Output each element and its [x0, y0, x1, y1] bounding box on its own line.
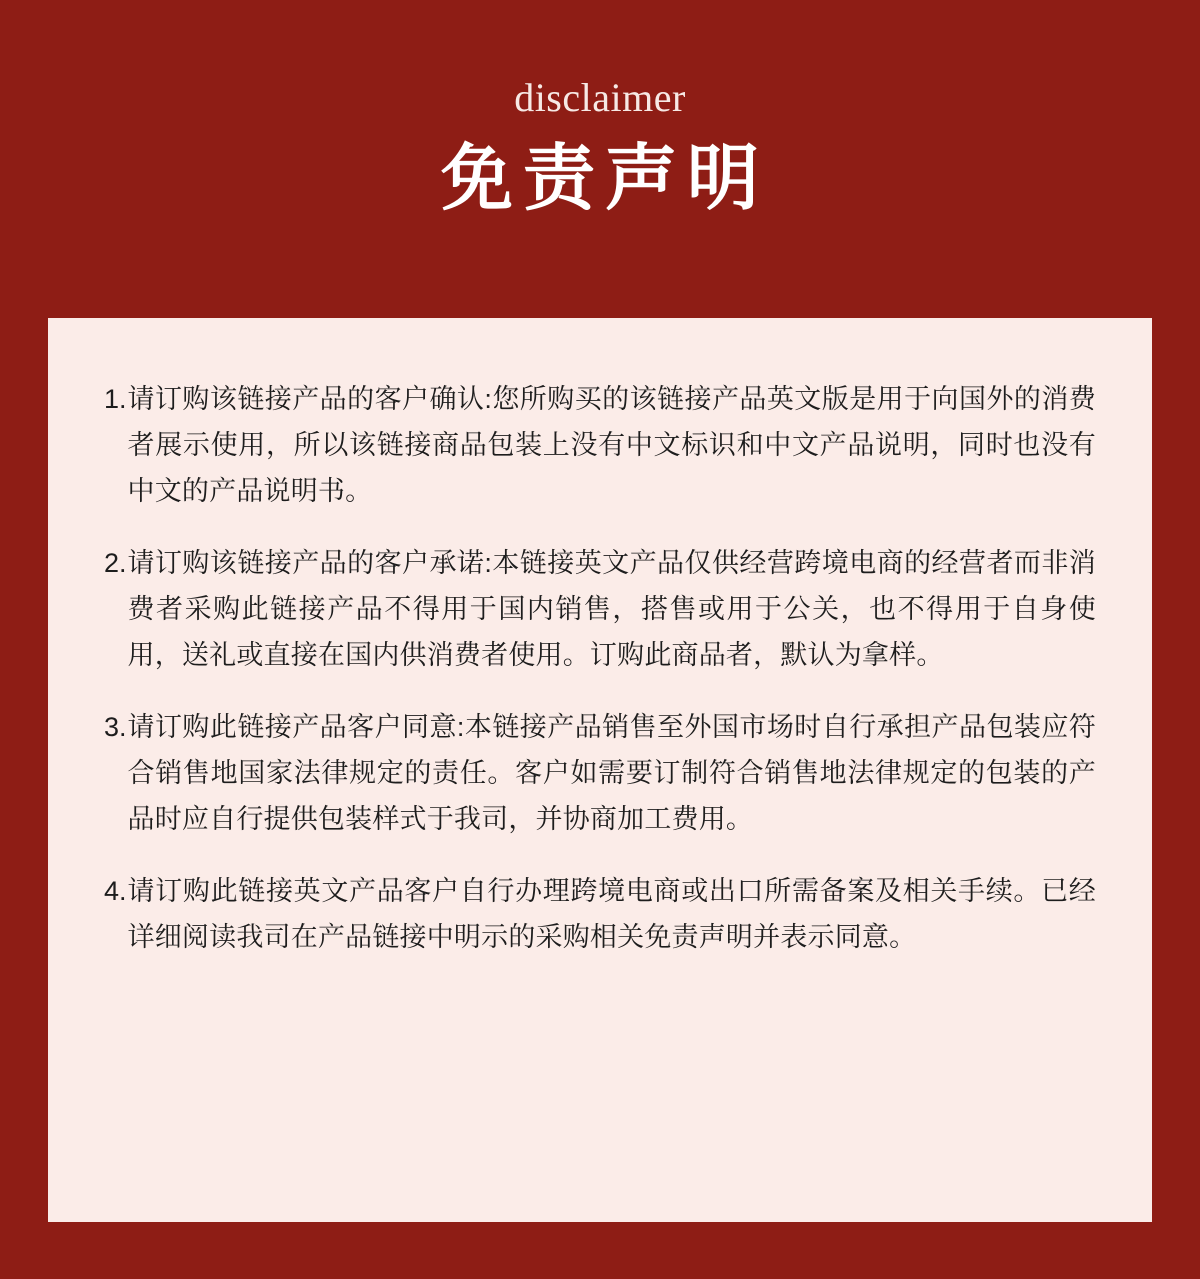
- list-item-text: 请订购该链接产品的客户承诺:本链接英文产品仅供经营跨境电商的经营者而非消费者采购此链接产品不得用于国内销售，搭售或用于公关，也不得用于自身使用，送礼或直接在国内供消费者使用。订购此商品者，默认为拿样。: [127, 548, 1096, 670]
- disclaimer-panel: [48, 318, 1152, 1222]
- list-item-number: 3.: [104, 712, 127, 742]
- list-item: [104, 540, 1096, 678]
- list-item: [104, 376, 1096, 514]
- list-item-text: 请订购此链接英文产品客户自行办理跨境电商或出口所需备案及相关手续。已经详细阅读我司在产品链接中明示的采购相关免责声明并表示同意。: [127, 876, 1096, 952]
- list-item: [104, 704, 1096, 842]
- page-title-en: disclaimer: [514, 75, 686, 120]
- page-title-cn: 免责声明: [440, 139, 769, 219]
- list-item-text: 请订购此链接产品客户同意:本链接产品销售至外国市场时自行承担产品包装应符合销售地国家法律规定的责任。客户如需要订制符合销售地法律规定的包装的产品时应自行提供包装样式于我司，并协商加工费用。: [127, 712, 1096, 834]
- page-header: [0, 0, 1200, 219]
- list-item: [104, 868, 1096, 960]
- list-item-number: 4.: [104, 876, 127, 906]
- list-item-number: 1.: [104, 384, 127, 414]
- list-item-text: 请订购该链接产品的客户确认:您所购买的该链接产品英文版是用于向国外的消费者展示使用，所以该链接商品包装上没有中文标识和中文产品说明，同时也没有中文的产品说明书。: [127, 384, 1096, 506]
- list-item-number: 2.: [104, 548, 127, 578]
